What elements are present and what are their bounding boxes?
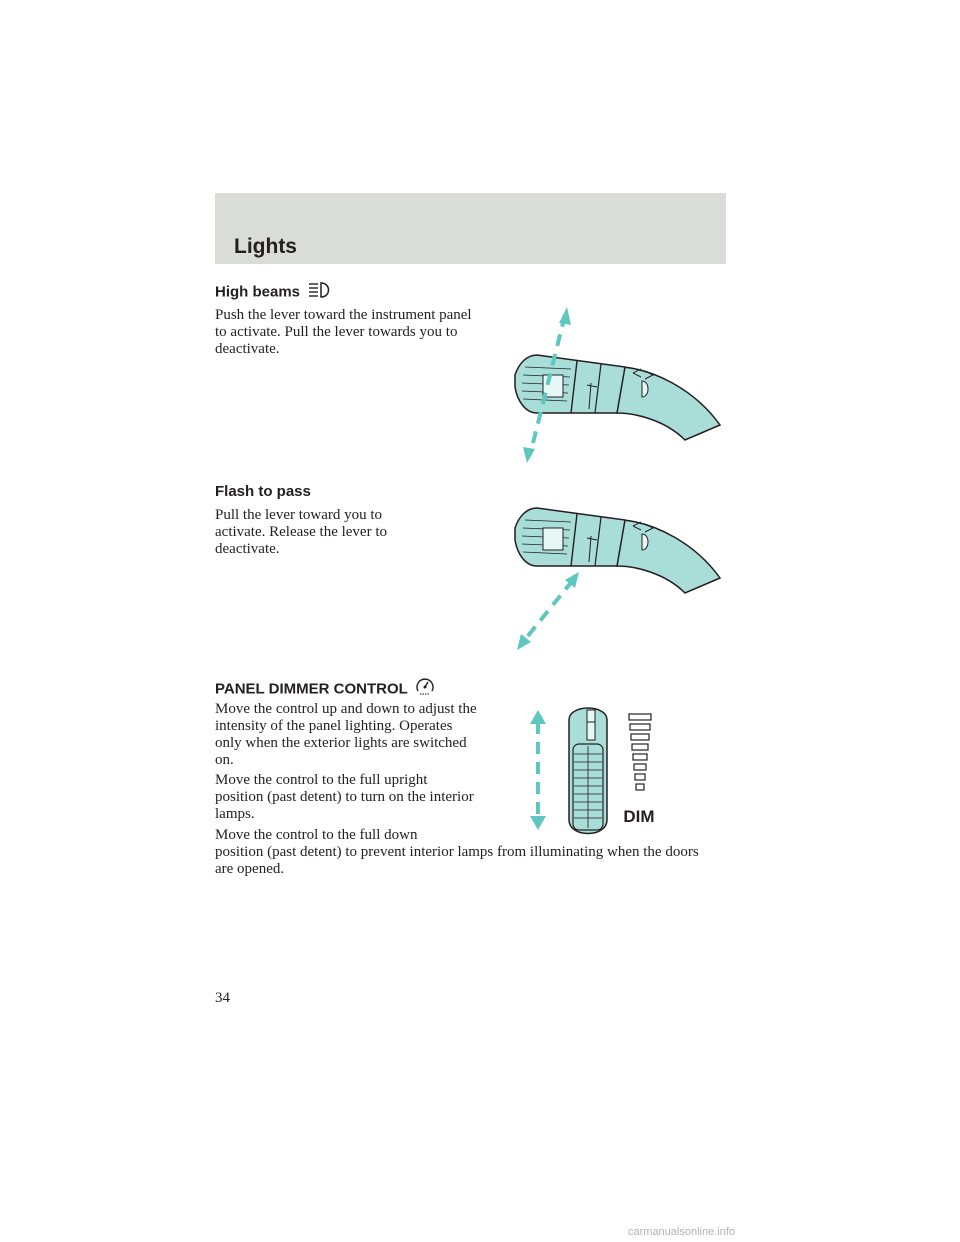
section-title: Lights	[234, 235, 297, 258]
high-beams-title: High beams	[215, 283, 301, 301]
flash-to-pass-text: Pull the lever toward you to activate. Release the lever to deactivate.	[215, 507, 387, 557]
section-header	[215, 193, 726, 264]
high-beams-heading	[215, 281, 335, 304]
panel-dimmer-title: PANEL DIMMER CONTROL	[215, 680, 408, 698]
high-beams-text: Push the lever toward the instrument panel to activate. Pull the lever towards you to deactivate.	[215, 307, 472, 357]
high-beams-lever-illustration	[505, 305, 725, 465]
panel-dimmer-heading	[215, 677, 435, 702]
footer-watermark: carmanualsonline.info	[628, 1226, 736, 1238]
dimmer-icon	[415, 677, 435, 702]
high-beam-icon	[307, 281, 335, 304]
flash-to-pass-heading: Flash to pass	[215, 483, 311, 500]
panel-dimmer-text-2: Move the control to the full upright position (past detent) to turn on the interior lamps.	[215, 772, 474, 822]
panel-dimmer-text-1: Move the control up and down to adjust the intensity of the panel lighting. Operates only when the exterior lights are switched on.	[215, 701, 477, 768]
page-number: 34	[215, 990, 230, 1006]
dimmer-thumbwheel-illustration	[525, 700, 665, 835]
panel-dimmer-text-3a: Move the control to the full down	[215, 827, 418, 843]
panel-dimmer-text-3b: position (past detent) to prevent interior lamps from illuminating when the doors are opened.	[215, 844, 699, 877]
flash-to-pass-lever-illustration	[505, 500, 725, 655]
dim-label: DIM	[623, 807, 655, 826]
